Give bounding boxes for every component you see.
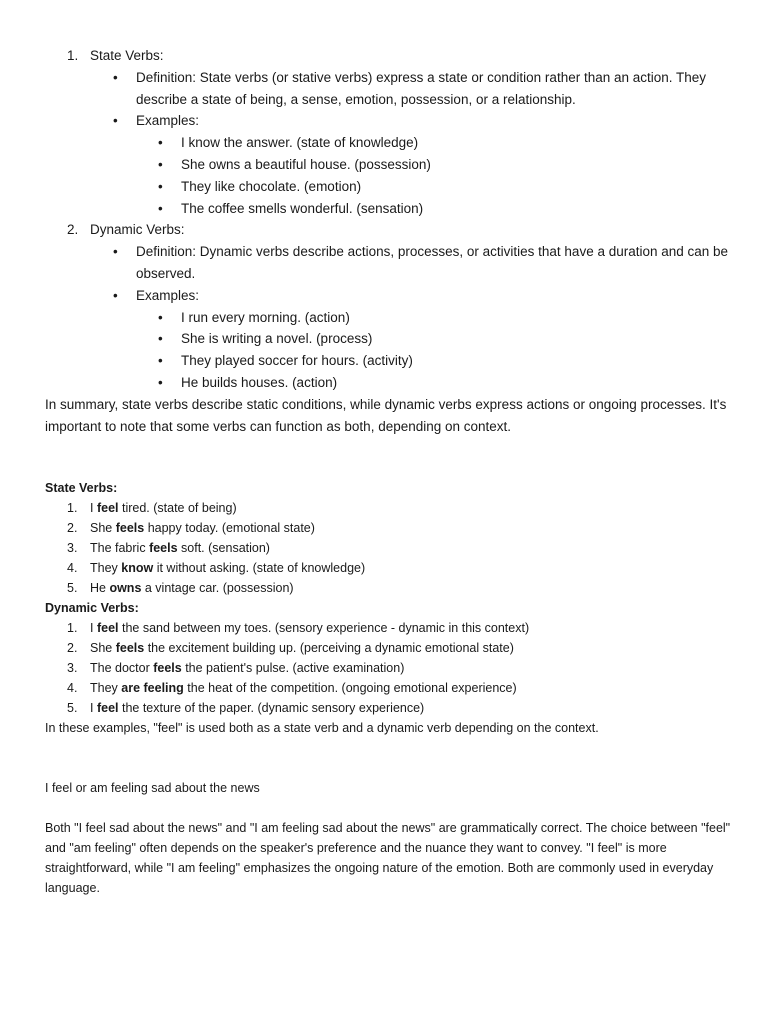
- bullet-icon: •: [113, 113, 118, 129]
- sentence-start: I: [90, 501, 97, 516]
- example-text: They played soccer for hours. (activity): [181, 353, 413, 369]
- feel-examples-section: [45, 478, 735, 738]
- list-number: 1.: [67, 48, 79, 63]
- example-item: [45, 198, 735, 220]
- example-text: The coffee smells wonderful. (sensation): [181, 200, 424, 216]
- list-number: 1.: [67, 621, 78, 636]
- bullet-icon: •: [158, 309, 163, 325]
- sentence-start: They: [90, 681, 122, 696]
- highlighted-verb: feels: [153, 661, 182, 676]
- bullet-icon: •: [113, 69, 118, 85]
- example-sentence: [45, 618, 735, 638]
- state-verbs-list: [45, 498, 735, 598]
- bullet-icon: •: [113, 287, 118, 303]
- sentence-start: She: [90, 521, 116, 536]
- example-sentence: [45, 538, 735, 558]
- highlighted-verb: feels: [115, 641, 145, 656]
- examples-label: Examples:: [136, 287, 200, 303]
- example-item: [45, 307, 735, 329]
- example-item: [45, 328, 735, 350]
- example-sentence: [45, 638, 735, 658]
- verb-type-details: [45, 67, 735, 220]
- examples-list: [45, 132, 735, 219]
- example-sentence: [45, 678, 735, 698]
- bullet-icon: •: [158, 353, 163, 369]
- list-number: 4.: [67, 561, 78, 576]
- verb-type-item: [45, 219, 735, 393]
- list-number: 3.: [67, 541, 78, 556]
- definition-text: Definition: State verbs (or stative verbs) express a state or condition rather than an action. They describe a state of being, a sense, emotion, possession, or a relationship.: [136, 69, 707, 107]
- summary-paragraph: In summary, state verbs describe static conditions, while dynamic verbs express actions or ongoing processes. It's important to note that some verbs can function as both, depending on context.: [45, 396, 727, 434]
- sentence-end: the heat of the competition. (ongoing emotional experience): [183, 681, 517, 696]
- document-page: [45, 45, 735, 898]
- state-verbs-heading: State Verbs:: [45, 481, 118, 496]
- sentence-start: The fabric: [90, 541, 150, 556]
- answer-paragraph: Both "I feel sad about the news" and "I am feeling sad about the news" are grammatically correct. The choice between "feel" and "am feeling" often depends on the speaker's preference and the nuance they want to convey. "I feel" is more straightforward, while "I am feeling" emphasizes the ongoing nature of the emotion. Both are commonly used in everyday language.: [45, 821, 731, 896]
- example-item: [45, 154, 735, 176]
- examples-item: [45, 285, 735, 394]
- feel-question-section: [45, 778, 735, 898]
- question-text: I feel or am feeling sad about the news: [45, 781, 260, 796]
- sentence-start: I: [90, 701, 97, 716]
- sentence-end: the texture of the paper. (dynamic sensory experience): [118, 701, 425, 716]
- sentence-start: I: [90, 621, 97, 636]
- highlighted-verb: feels: [149, 541, 178, 556]
- example-text: I know the answer. (state of knowledge): [181, 135, 419, 151]
- example-sentence: [45, 658, 735, 678]
- example-sentence: [45, 578, 735, 598]
- list-number: 1.: [67, 501, 78, 516]
- sentence-start: He: [90, 581, 110, 596]
- list-number: 2.: [67, 521, 78, 536]
- list-number: 4.: [67, 681, 78, 696]
- sentence-end: the excitement building up. (perceiving a dynamic emotional state): [144, 641, 514, 656]
- sentence-end: it without asking. (state of knowledge): [153, 561, 366, 576]
- bullet-icon: •: [158, 200, 163, 216]
- bullet-icon: •: [158, 374, 163, 390]
- example-sentence: [45, 518, 735, 538]
- example-text: She owns a beautiful house. (possession): [181, 156, 431, 172]
- list-number: 2.: [67, 641, 78, 656]
- conclusion-paragraph: In these examples, "feel" is used both as a state verb and a dynamic verb depending on the context.: [45, 721, 599, 736]
- verb-types-list: [45, 45, 735, 394]
- verb-type-details: [45, 241, 735, 394]
- examples-label: Examples:: [136, 113, 200, 129]
- example-sentence: [45, 558, 735, 578]
- verb-type-title: Dynamic Verbs:: [90, 222, 185, 238]
- highlighted-verb: know: [121, 561, 154, 576]
- example-sentence: [45, 698, 735, 718]
- sentence-end: the sand between my toes. (sensory experience - dynamic in this context): [118, 621, 530, 636]
- highlighted-verb: feel: [96, 501, 119, 516]
- sentence-end: tired. (state of being): [118, 501, 237, 516]
- example-text: She is writing a novel. (process): [181, 331, 373, 347]
- highlighted-verb: feels: [115, 521, 145, 536]
- example-item: [45, 372, 735, 394]
- list-number: 3.: [67, 661, 78, 676]
- bullet-icon: •: [158, 331, 163, 347]
- sentence-start: She: [90, 641, 116, 656]
- verb-type-item: [45, 45, 735, 219]
- highlighted-verb: are feeling: [121, 681, 184, 696]
- list-number: 5.: [67, 701, 78, 716]
- bullet-icon: •: [113, 244, 118, 260]
- bullet-icon: •: [158, 178, 163, 194]
- list-number: 5.: [67, 581, 78, 596]
- example-item: [45, 350, 735, 372]
- verb-type-title: State Verbs:: [90, 48, 164, 63]
- highlighted-verb: owns: [109, 581, 142, 596]
- examples-item: [45, 110, 735, 219]
- dynamic-verbs-list: [45, 618, 735, 718]
- examples-list: [45, 307, 735, 394]
- sentence-end: a vintage car. (possession): [141, 581, 294, 596]
- definition-item: [45, 67, 735, 111]
- example-sentence: [45, 498, 735, 518]
- sentence-end: the patient's pulse. (active examination): [181, 661, 405, 676]
- example-text: He builds houses. (action): [181, 374, 338, 390]
- sentence-end: happy today. (emotional state): [144, 521, 315, 536]
- example-text: They like chocolate. (emotion): [181, 178, 362, 194]
- sentence-start: The doctor: [90, 661, 154, 676]
- example-item: [45, 132, 735, 154]
- verb-types-overview: [45, 45, 735, 437]
- highlighted-verb: feel: [96, 621, 119, 636]
- sentence-end: soft. (sensation): [177, 541, 270, 556]
- highlighted-verb: feel: [96, 701, 119, 716]
- example-item: [45, 176, 735, 198]
- sentence-start: They: [90, 561, 122, 576]
- bullet-icon: •: [158, 135, 163, 151]
- example-text: I run every morning. (action): [181, 309, 350, 325]
- list-number: 2.: [67, 222, 79, 238]
- bullet-icon: •: [158, 156, 163, 172]
- definition-item: [45, 241, 735, 285]
- dynamic-verbs-heading: Dynamic Verbs:: [45, 601, 139, 616]
- definition-text: Definition: Dynamic verbs describe actions, processes, or activities that have a duration and can be observed.: [136, 244, 729, 281]
